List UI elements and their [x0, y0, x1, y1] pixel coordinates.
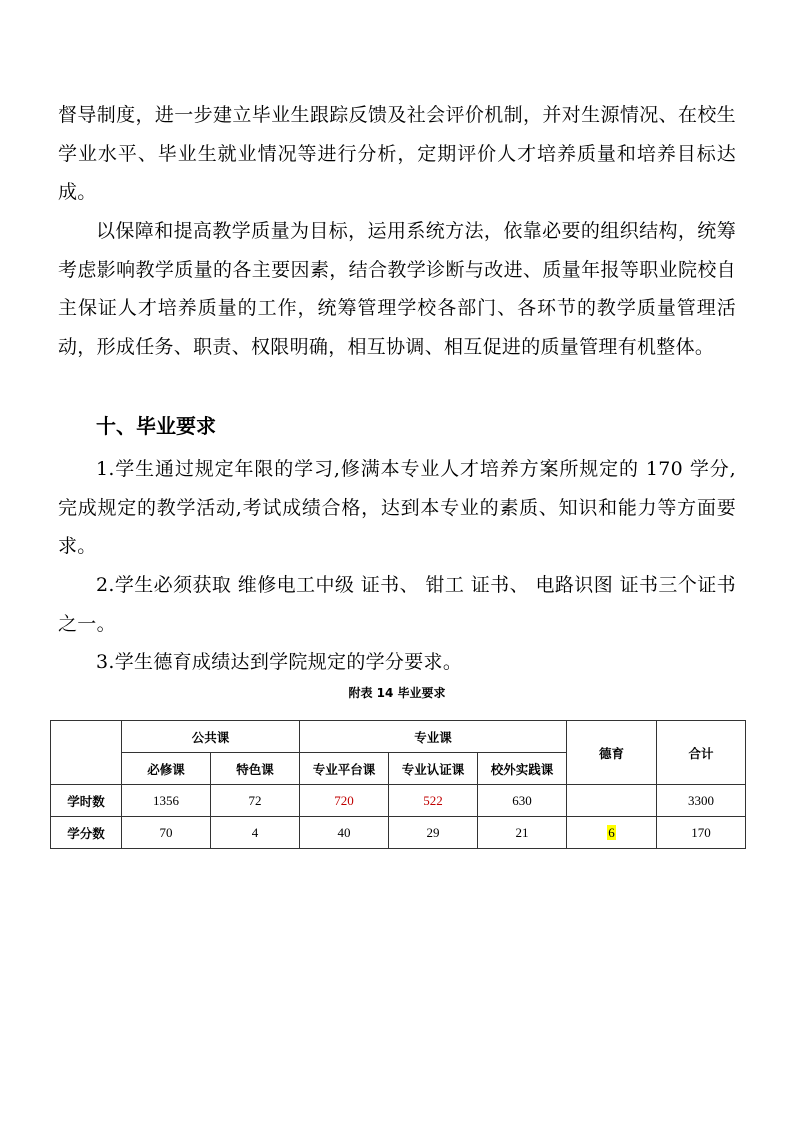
header-platform: 专业平台课 [300, 753, 389, 785]
graduation-requirements-table [50, 720, 746, 849]
header-required: 必修课 [122, 753, 211, 785]
table-row-credits [51, 817, 746, 849]
cell-hours-platform: 720 [300, 785, 389, 817]
cell-hours-total: 3300 [657, 785, 746, 817]
table-caption: 附表 14 毕业要求 [348, 686, 446, 700]
cell-hours-moral [567, 785, 657, 817]
header-moral-education: 德育 [567, 721, 657, 785]
header-special: 特色课 [211, 753, 300, 785]
table-corner-cell [51, 721, 122, 785]
header-major-courses: 专业课 [300, 721, 567, 753]
cell-hours-special: 72 [211, 785, 300, 817]
header-certification: 专业认证课 [389, 753, 478, 785]
section-heading: 十、毕业要求 [96, 414, 216, 438]
row-label-credits: 学分数 [51, 817, 122, 849]
paragraph-quality-management: 以保障和提高教学质量为目标，运用系统方法，依靠必要的组织结构，统筹考虑影响教学质量的各主要因素，结合教学诊断与改进、质量年报等职业院校自主保证人才培养质量的工作，统筹管理学校各部门、各环节的教学质量管理活动，形成任务、职责、权限明确，相互协调、相互促进的质量管理有机整体。 [58, 220, 736, 358]
cell-hours-required: 1356 [122, 785, 211, 817]
cell-credits-certification: 29 [389, 817, 478, 849]
header-public-courses: 公共课 [122, 721, 300, 753]
cell-credits-moral [567, 817, 657, 849]
cell-hours-certification: 522 [389, 785, 478, 817]
row-label-hours: 学时数 [51, 785, 122, 817]
cell-hours-practice: 630 [478, 785, 567, 817]
header-total: 合计 [657, 721, 746, 785]
requirement-item-2: 2.学生必须获取 维修电工中级 证书、 钳工 证书、 电路识图 证书三个证书之一。 [58, 574, 736, 635]
requirement-item-3: 3.学生德育成绩达到学院规定的学分要求。 [96, 651, 463, 673]
cell-credits-special: 4 [211, 817, 300, 849]
requirement-item-1: 1.学生通过规定年限的学习,修满本专业人才培养方案所规定的 170 学分,完成规定的教学活动,考试成绩合格，达到本专业的素质、知识和能力等方面要求。 [58, 458, 736, 557]
cell-credits-practice: 21 [478, 817, 567, 849]
highlighted-value: 6 [608, 824, 615, 840]
header-practice: 校外实践课 [478, 753, 567, 785]
paragraph-continuation: 督导制度，进一步建立毕业生跟踪反馈及社会评价机制，并对生源情况、在校生学业水平、毕业生就业情况等进行分析，定期评价人才培养质量和培养目标达成。 [58, 104, 736, 203]
cell-credits-platform: 40 [300, 817, 389, 849]
cell-credits-required: 70 [122, 817, 211, 849]
cell-credits-total: 170 [657, 817, 746, 849]
table-row-hours [51, 785, 746, 817]
table-header-row [51, 721, 746, 753]
